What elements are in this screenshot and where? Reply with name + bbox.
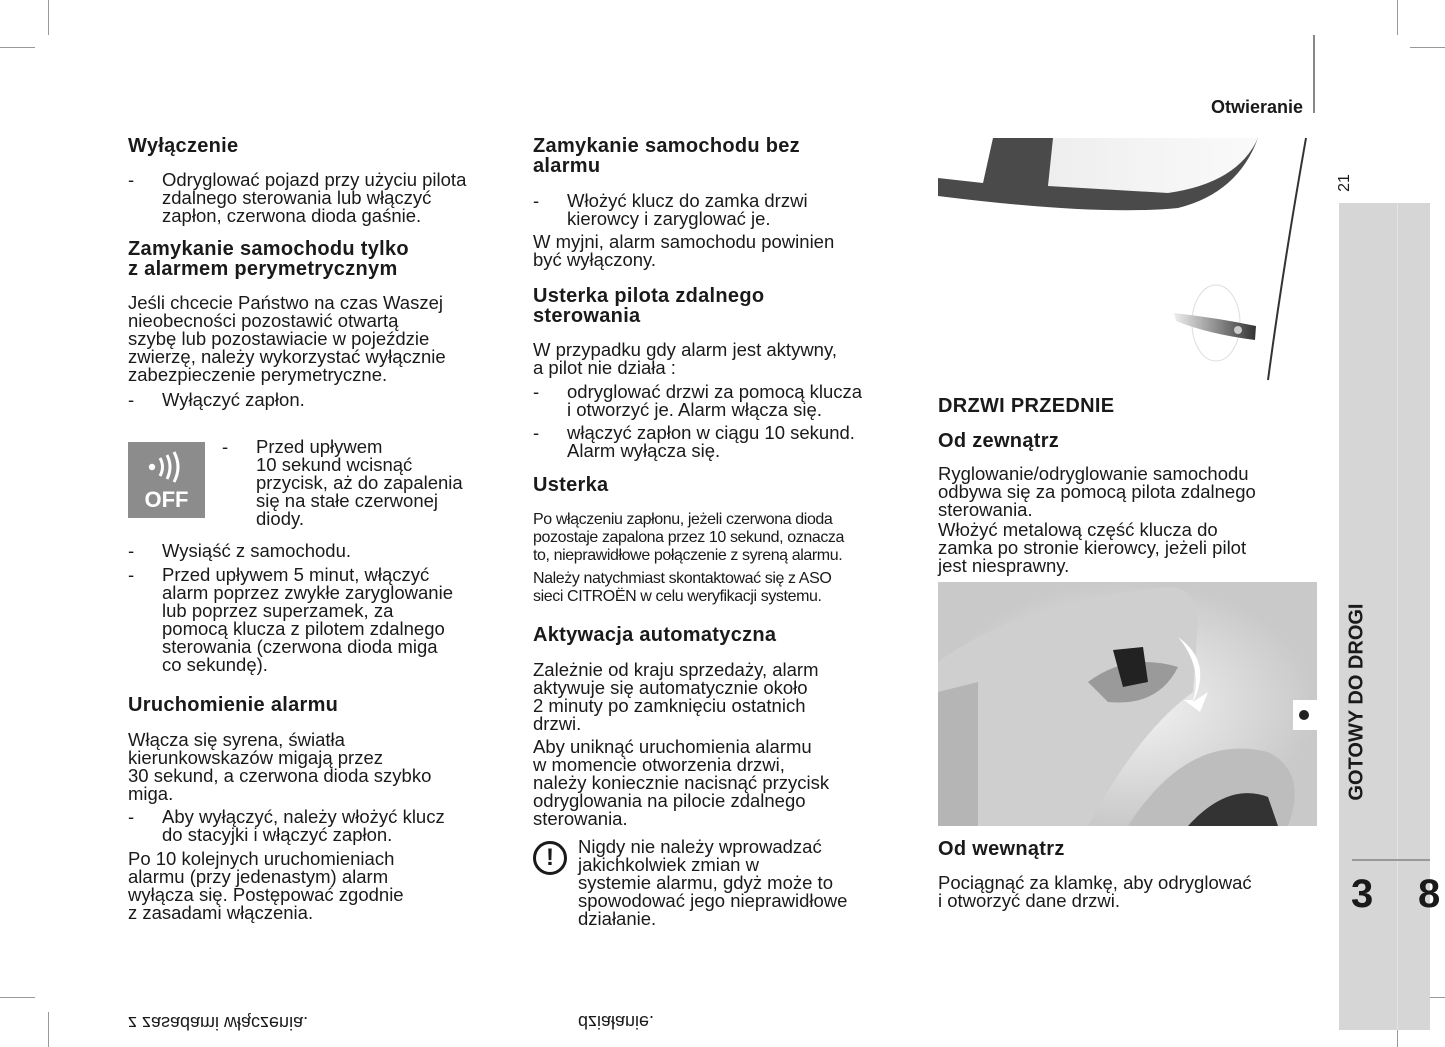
section-title: Otwieranie xyxy=(1210,97,1303,117)
signal-waves-icon xyxy=(142,450,192,482)
heading-uruchomienie: Uruchomienie alarmu xyxy=(128,694,339,716)
page-number: 21 xyxy=(1335,174,1353,192)
heading-perimeter: Zamykanie samochodu tylko z alarmem perymetrycznym xyxy=(128,238,409,280)
chapter-title: GOTOWY DO DROGI xyxy=(1345,603,1368,801)
crop-mark xyxy=(48,1012,49,1047)
paragraph-small: Należy natychmiast skontaktować się z ASO sieci CITROËN w celu weryfikacji systemu. xyxy=(533,570,832,605)
paragraph: Pociągnąć za klamkę, aby odryglować i otworzyć dane drzwi. xyxy=(938,872,1252,911)
paragraph-small: Po włączeniu zapłonu, jeżeli czerwona dioda pozostaje zapalona przez 10 sekund, oznacza to, nieprawidłowe połączenie z syreną alarmu. xyxy=(533,511,845,564)
heading-wylaczenie: Wyłączenie xyxy=(128,135,239,157)
heading-usterka: Usterka xyxy=(533,474,609,496)
paragraph: W myjni, alarm samochodu powinien być wyłączony. xyxy=(533,231,835,270)
heading-drzwi-przednie: DRZWI PRZEDNIE xyxy=(938,395,1115,417)
paragraph: Aby uniknąć uruchomienia alarmu w momencie otworzenia drzwi, należy koniecznie nacisnąć przycisk odryglowania na pilocie zdalnego sterowania. xyxy=(533,736,830,829)
paragraph: W przypadku gdy alarm jest aktywny, a pilot nie działa : xyxy=(533,339,837,378)
chapter-rule xyxy=(1352,859,1430,861)
heading-usterka-pilota: Usterka pilota zdalnego sterowania xyxy=(533,285,765,327)
paragraph: Włącza się syrena, światła kierunkowskazów migają przez 30 sekund, a czerwona dioda szybko miga. xyxy=(128,729,432,804)
paragraph: Ryglowanie/odryglowanie samochodu odbywa się za pomocą pilota zdalnego sterowania. xyxy=(938,463,1256,520)
bleed-text: z zasadami włączenia. xyxy=(128,1013,309,1033)
paragraph: Zależnie od kraju sprzedaży, alarm aktywuje się automatycznie około 2 minuty po zamknięciu ostatnich drzwi. xyxy=(533,659,819,734)
paragraph: Po 10 kolejnych uruchomieniach alarmu (przy jedenastym) alarm wyłącza się. Postępować zgodnie z zasadami włączenia. xyxy=(128,848,404,923)
paragraph: Włożyć metalową część klucza do zamka po stronie kierowcy, jeżeli pilot jest niesprawny. xyxy=(938,519,1247,576)
tab-divider xyxy=(1397,203,1398,1030)
crop-mark xyxy=(1397,1030,1398,1047)
crop-mark xyxy=(1397,0,1398,35)
warning-text: Nigdy nie należy wprowadzać jakichkolwiek zmian w systemie alarmu, gdyż może to spowodować jego nieprawidłowe działanie. xyxy=(578,836,848,929)
heading-od-zewnatrz: Od zewnątrz xyxy=(938,430,1060,452)
warning-icon: ! xyxy=(533,841,567,875)
heading-aktywacja: Aktywacja automatyczna xyxy=(533,624,777,646)
paragraph: Jeśli chcecie Państwo na czas Waszej nieobecności pozostawić otwartą szybę lub pozostawiacie w pojeździe zwierzę, należy wykorzystać wyłącznie zabezpieczenie perymetryczne. xyxy=(128,292,446,385)
next-chapter-number: 8 xyxy=(1418,872,1441,916)
door-interior-illustration xyxy=(938,582,1317,826)
crop-mark xyxy=(0,997,35,998)
alarm-off-button-icon: OFF xyxy=(128,442,205,518)
chapter-number: 3 xyxy=(1351,872,1374,916)
bleed-text: działanie. xyxy=(578,1012,655,1032)
crop-mark xyxy=(48,0,49,35)
crop-mark xyxy=(0,47,35,48)
door-exterior-illustration xyxy=(938,138,1305,380)
crop-mark xyxy=(1410,47,1445,48)
header-rule xyxy=(1313,35,1315,113)
heading-bez-alarmu: Zamykanie samochodu bez alarmu xyxy=(533,135,800,177)
heading-od-wewnatrz: Od wewnątrz xyxy=(938,838,1065,860)
